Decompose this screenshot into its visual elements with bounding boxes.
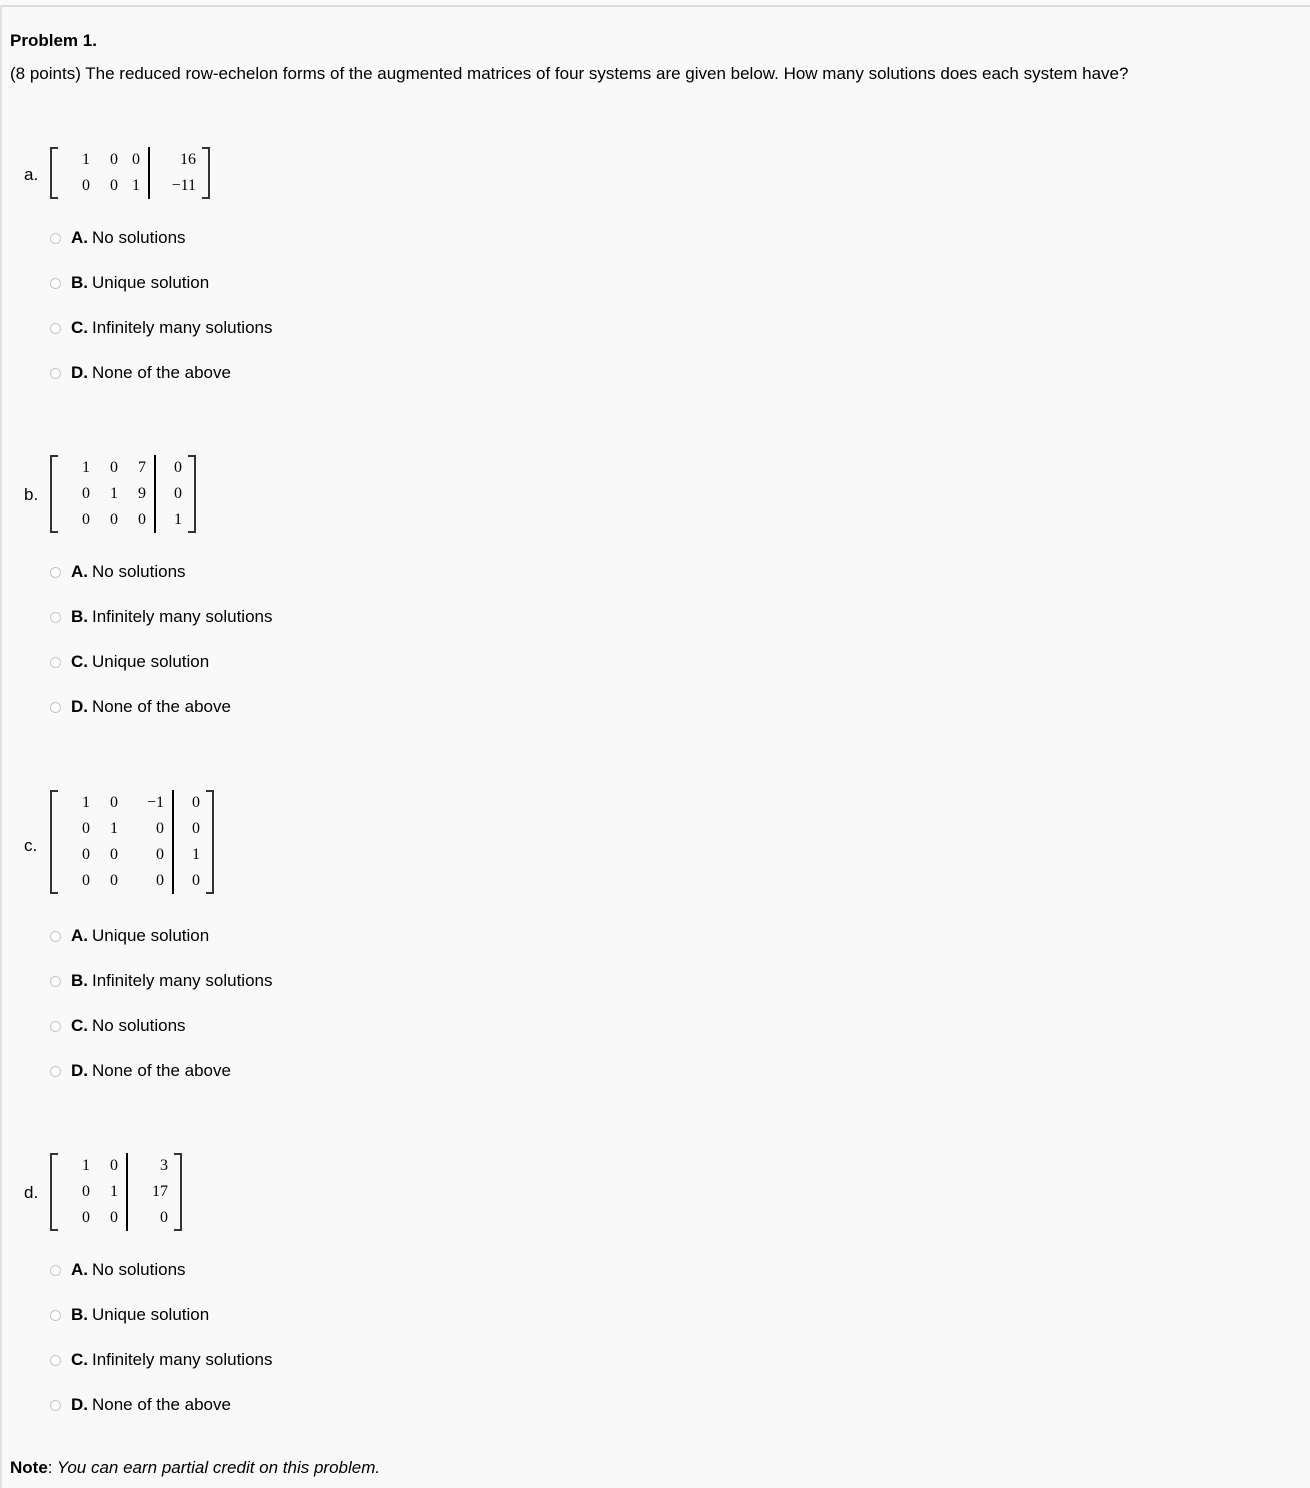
matrix-rhs-cell: 0	[173, 868, 202, 894]
right-bracket	[188, 455, 196, 533]
matrix-cell: 0	[82, 485, 90, 502]
matrix-cell: 0	[110, 872, 118, 889]
matrix-cell: 0	[82, 511, 90, 528]
augmented-matrix	[50, 455, 196, 533]
answer-option[interactable]	[50, 1395, 231, 1415]
matrix-rhs-cell: 3	[127, 1153, 170, 1179]
radio-button[interactable]	[50, 567, 61, 578]
matrix-rhs-cell: 16	[149, 147, 198, 173]
option-letter: C.	[71, 1016, 88, 1035]
note-colon: :	[47, 1458, 53, 1477]
matrix-rhs-cell: 0	[173, 790, 202, 816]
option-letter: D.	[71, 363, 88, 382]
answer-option[interactable]	[50, 363, 231, 383]
answer-option[interactable]	[50, 228, 186, 248]
option-text: No solutions	[92, 228, 186, 247]
left-bracket	[50, 1153, 58, 1231]
matrix-cell: 0	[156, 846, 164, 863]
right-bracket	[202, 147, 210, 199]
matrix-cell: 1	[132, 177, 140, 194]
option-letter: C.	[71, 318, 88, 337]
left-bracket	[50, 790, 58, 894]
option-letter: A.	[71, 926, 88, 945]
answer-option[interactable]	[50, 1016, 186, 1036]
answer-option[interactable]	[50, 697, 231, 717]
matrix-rhs-cell: 17	[127, 1179, 170, 1205]
option-text: Unique solution	[92, 1305, 210, 1324]
answer-option[interactable]	[50, 1260, 186, 1280]
matrix-cell: 0	[82, 820, 90, 837]
option-letter: B.	[71, 971, 88, 990]
matrix-cell: 0	[110, 846, 118, 863]
matrix-cell: 0	[156, 820, 164, 837]
matrix-cell: 0	[82, 1209, 90, 1226]
matrix-cell: 0	[82, 177, 90, 194]
matrix-cell: 0	[138, 511, 146, 528]
matrix-cell: 1	[82, 459, 90, 476]
problem-title: Problem 1.	[10, 31, 97, 50]
option-letter: A.	[71, 1260, 88, 1279]
option-letter: C.	[71, 1350, 88, 1369]
option-text: Infinitely many solutions	[92, 1350, 273, 1369]
option-letter: B.	[71, 1305, 88, 1324]
answer-option[interactable]	[50, 1350, 272, 1370]
radio-button[interactable]	[50, 1021, 61, 1032]
matrix-cell: 0	[110, 151, 118, 168]
radio-button[interactable]	[50, 702, 61, 713]
option-text: No solutions	[92, 562, 186, 581]
left-border	[0, 5, 2, 1488]
matrix-cell: 0	[110, 1209, 118, 1226]
matrix-cell: 0	[132, 151, 140, 168]
note-label: Note	[10, 1458, 48, 1477]
left-bracket	[50, 147, 58, 199]
matrix-cell: 0	[156, 872, 164, 889]
option-text: None of the above	[92, 363, 231, 382]
matrix-cell: −1	[146, 794, 164, 811]
top-border	[0, 5, 1310, 7]
radio-button[interactable]	[50, 931, 61, 942]
matrix-rhs-cell: 1	[155, 507, 184, 533]
part-label: d.	[24, 1183, 39, 1202]
matrix-cell: 0	[110, 177, 118, 194]
option-text: Infinitely many solutions	[92, 607, 273, 626]
augmented-matrix	[50, 147, 210, 199]
option-text: None of the above	[92, 1395, 231, 1414]
option-letter: A.	[71, 228, 88, 247]
option-letter: D.	[71, 1061, 88, 1080]
answer-option[interactable]	[50, 562, 186, 582]
radio-button[interactable]	[50, 368, 61, 379]
option-text: Infinitely many solutions	[92, 318, 273, 337]
radio-button[interactable]	[50, 1400, 61, 1411]
matrix-cell: 0	[82, 846, 90, 863]
part-label: b.	[24, 485, 39, 504]
matrix-cell: 1	[82, 151, 90, 168]
matrix-cell: 7	[138, 459, 146, 476]
option-text: None of the above	[92, 697, 231, 716]
note	[10, 1458, 380, 1478]
augmented-matrix	[50, 790, 214, 894]
matrix-rhs-cell: 1	[173, 842, 202, 868]
answer-option[interactable]	[50, 926, 209, 946]
matrix-cell: 0	[82, 1183, 90, 1200]
radio-button[interactable]	[50, 657, 61, 668]
option-letter: B.	[71, 273, 88, 292]
answer-option[interactable]	[50, 318, 272, 338]
option-text: No solutions	[92, 1016, 186, 1035]
option-letter: D.	[71, 697, 88, 716]
radio-button[interactable]	[50, 1265, 61, 1276]
radio-button[interactable]	[50, 1066, 61, 1077]
right-bracket	[206, 790, 214, 894]
matrix-cell: 1	[110, 820, 118, 837]
matrix-rhs-cell: 0	[155, 455, 184, 481]
radio-button[interactable]	[50, 233, 61, 244]
radio-button[interactable]	[50, 976, 61, 987]
problem-prompt: (8 points) The reduced row-echelon forms of the augmented matrices of four systems are given below. How many solutions does each system have?	[10, 64, 1129, 83]
radio-button[interactable]	[50, 323, 61, 334]
answer-option[interactable]	[50, 1305, 209, 1325]
right-bracket	[174, 1153, 182, 1231]
augmented-matrix	[50, 1153, 182, 1231]
matrix-cell: 0	[110, 511, 118, 528]
option-letter: A.	[71, 562, 88, 581]
option-text: Unique solution	[92, 273, 210, 292]
matrix-rhs-cell: 0	[155, 481, 184, 507]
option-text: Unique solution	[92, 926, 210, 945]
option-text: None of the above	[92, 1061, 231, 1080]
option-letter: D.	[71, 1395, 88, 1414]
part-label: c.	[24, 836, 38, 855]
note-text: You can earn partial credit on this problem.	[52, 1458, 381, 1477]
part-label: a.	[24, 165, 39, 184]
matrix-cell: 1	[110, 1183, 118, 1200]
matrix-rhs-cell: 0	[127, 1205, 170, 1231]
option-text: Unique solution	[92, 652, 210, 671]
matrix-cell: 1	[82, 1157, 90, 1174]
matrix-rhs-cell: 0	[173, 816, 202, 842]
matrix-cell: 1	[110, 485, 118, 502]
matrix-rhs-cell: −11	[149, 173, 198, 199]
option-letter: B.	[71, 607, 88, 626]
matrix-cell: 9	[138, 485, 146, 502]
radio-button[interactable]	[50, 1355, 61, 1366]
matrix-cell: 0	[110, 1157, 118, 1174]
answer-option[interactable]	[50, 1061, 231, 1081]
matrix-cell: 0	[82, 872, 90, 889]
matrix-cell: 0	[110, 794, 118, 811]
matrix-cell: 0	[110, 459, 118, 476]
option-text: Infinitely many solutions	[92, 971, 273, 990]
answer-option[interactable]	[50, 652, 209, 672]
radio-button[interactable]	[50, 1310, 61, 1321]
answer-option[interactable]	[50, 273, 209, 293]
radio-button[interactable]	[50, 278, 61, 289]
option-letter: C.	[71, 652, 88, 671]
matrix-cell: 1	[82, 794, 90, 811]
radio-button[interactable]	[50, 612, 61, 623]
answer-option[interactable]	[50, 607, 272, 627]
option-text: No solutions	[92, 1260, 186, 1279]
left-bracket	[50, 455, 58, 533]
answer-option[interactable]	[50, 971, 272, 991]
